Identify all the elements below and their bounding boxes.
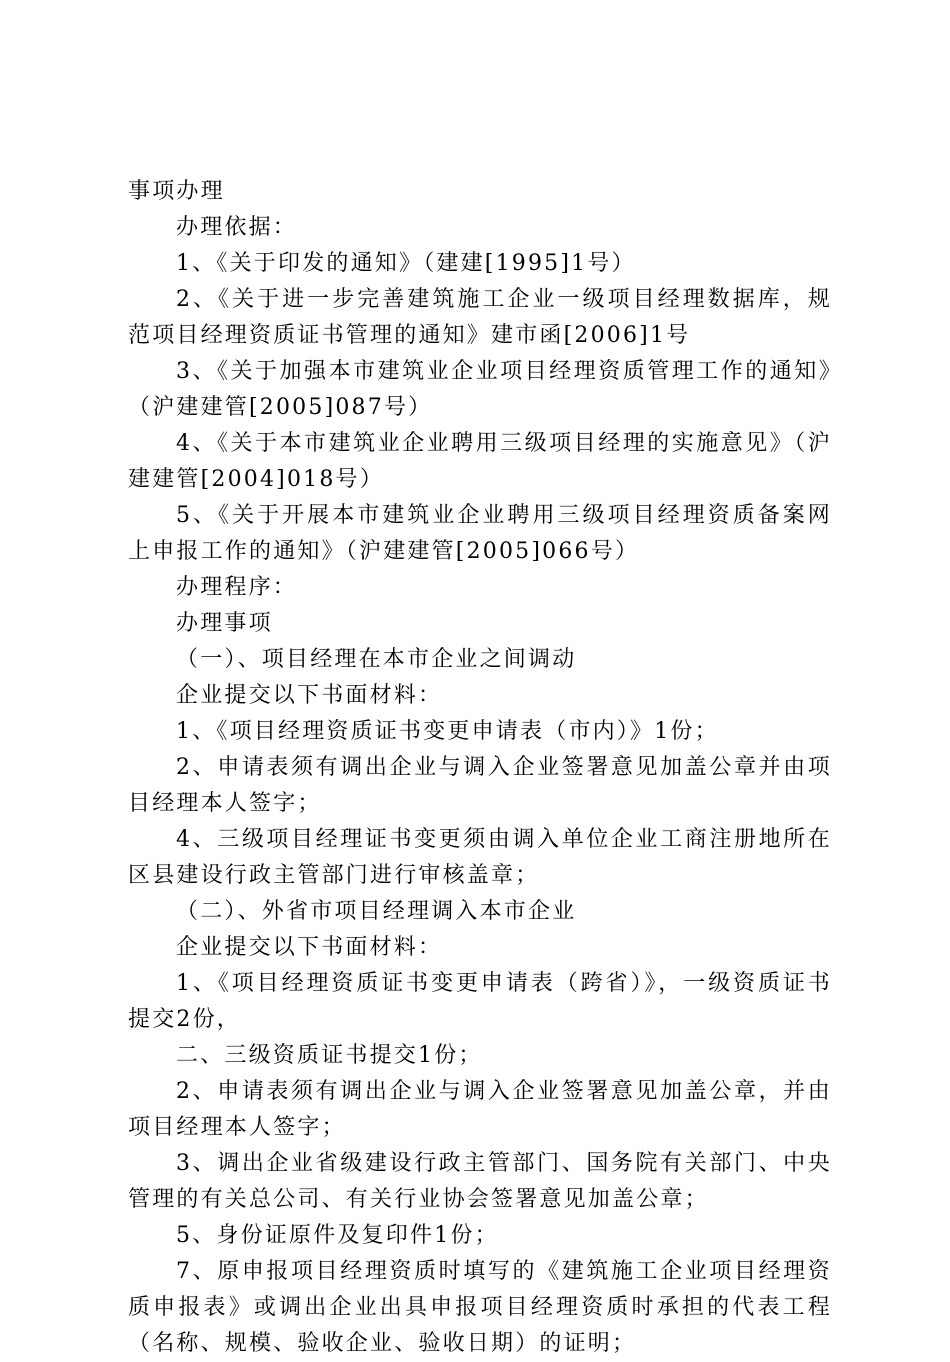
paragraph-0: 事项办理 <box>128 179 225 204</box>
paragraph-10: 企业提交以下书面材料： <box>176 683 443 708</box>
paragraph-1: 办理依据： <box>176 215 298 240</box>
paragraph-12: 2、申请表须有调出企业与调入企业签署意见加盖公章并由项目经理本人签字； <box>128 755 832 816</box>
paragraph-4: 3、《关于加强本市建筑业企业项目经理资质管理工作的通知》（沪建建管[2005]087号） <box>128 359 832 420</box>
paragraph-14: （二）、外省市项目经理调入本市企业 <box>176 899 577 924</box>
paragraph-7: 办理程序： <box>176 575 298 600</box>
paragraph-20: 5、身份证原件及复印件1份； <box>176 1223 499 1248</box>
paragraph-16: 1、《项目经理资质证书变更申请表（跨省）》，一级资质证书提交2份， <box>128 971 832 1032</box>
paragraph-21: 7、原申报项目经理资质时填写的《建筑施工企业项目经理资质申报表》或调出企业出具申报项目经理资质时承担的代表工程（名称、规模、验收企业、验收日期）的证明； <box>128 1259 832 1356</box>
paragraph-19: 3、调出企业省级建设行政主管部门、国务院有关部门、中央管理的有关总公司、有关行业协会签署意见加盖公章； <box>128 1151 832 1212</box>
paragraph-17: 二、三级资质证书提交1份； <box>176 1043 483 1068</box>
document-body <box>128 174 832 1362</box>
paragraph-18: 2、申请表须有调出企业与调入企业签署意见加盖公章，并由项目经理本人签字； <box>128 1079 832 1140</box>
paragraph-9: （一）、项目经理在本市企业之间调动 <box>176 647 577 672</box>
paragraph-13: 4、三级项目经理证书变更须由调入单位企业工商注册地所在区县建设行政主管部门进行审核盖章； <box>128 827 832 888</box>
paragraph-3: 2、《关于进一步完善建筑施工企业一级项目经理数据库，规范项目经理资质证书管理的通知》建市函[2006]1号 <box>128 287 832 348</box>
paragraph-8: 办理事项 <box>176 611 273 636</box>
paragraph-5: 4、《关于本市建筑业企业聘用三级项目经理的实施意见》（沪建建管[2004]018号） <box>128 431 832 492</box>
paragraph-2: 1、《关于印发的通知》（建建[1995]1号） <box>176 251 636 276</box>
paragraph-6: 5、《关于开展本市建筑业企业聘用三级项目经理资质备案网上申报工作的通知》（沪建建管[2005]066号） <box>128 503 832 564</box>
paragraph-15: 企业提交以下书面材料： <box>176 935 443 960</box>
paragraph-11: 1、《项目经理资质证书变更申请表（市内）》1份； <box>176 719 719 744</box>
